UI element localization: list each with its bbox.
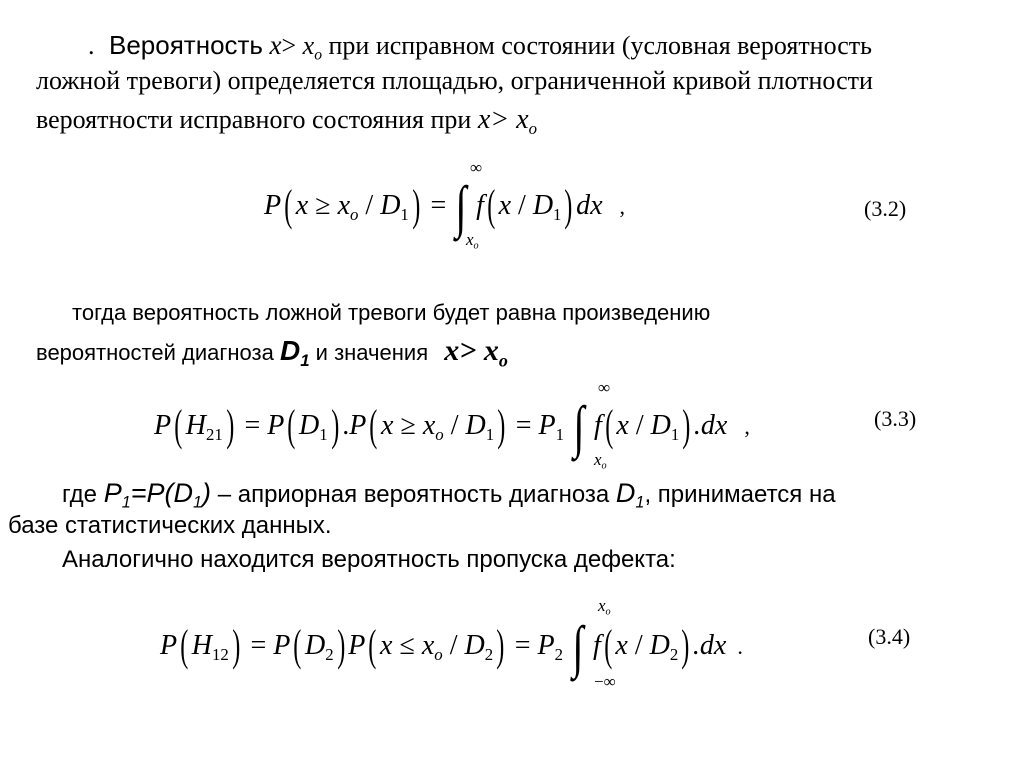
- paragraph-3-line-2: базе статистических данных.: [8, 512, 332, 539]
- paragraph-2-line-1: тогда вероятность ложной тревоги будет равна произведению: [72, 300, 711, 325]
- equation-number-3-3: (3.3): [874, 406, 917, 431]
- equation-number-3-2: (3.2): [864, 196, 907, 221]
- word-probability: Вероятность: [109, 30, 263, 60]
- equation-3-4: P( $H_{12}) = P$( $D_2$) P( $x \le x_o / D_2) = P_2$ ∫ f( x / $D_2$) .dx .: [160, 614, 743, 679]
- paragraph-1-line-1: [88, 30, 872, 64]
- eq33-lower-limit: $x_o$: [594, 450, 607, 472]
- var-xo: $x_o$: [302, 31, 322, 64]
- eq32-upper-limit: ∞: [470, 158, 483, 177]
- condition-x-gt-xo: $x> x_o$: [477, 104, 537, 138]
- paragraph-3-line-3: Аналогично находится вероятность пропуска дефекта:: [62, 546, 676, 573]
- eq34-lower-limit: −∞: [594, 672, 616, 691]
- integral-sign: ∫: [572, 614, 584, 679]
- paragraph-2-line-2: вероятностей диагноза $D_1$ и значения $x> x_o$: [36, 334, 508, 371]
- integral-sign: ∫: [573, 394, 585, 459]
- line1-rest: при исправном состоянии (условная вероятность: [328, 31, 872, 60]
- diagnosis-D1: $D_1$: [279, 335, 310, 370]
- integral-sign: ∫: [455, 174, 467, 239]
- eq32-lower-limit: $x_o$: [466, 230, 479, 252]
- bullet-dot: .: [88, 31, 95, 60]
- equation-number-3-4: (3.4): [868, 624, 911, 649]
- paragraph-3-line-1: где $P_1=P(D_1)$ – априорная вероятность диагноза $D_1$, принимается на: [62, 478, 836, 512]
- paragraph-1-line-3: вероятности исправного состояния при $x> x_o$: [36, 104, 537, 138]
- condition-x-gt-xo-bold: $x> x_o$: [444, 334, 508, 371]
- equation-3-2: P( $x \ge x_o / D_1$) = ∫ f( x / $D_1$) dx ,: [264, 174, 626, 239]
- gt-sign: >: [281, 31, 297, 60]
- paragraph-1-line-2: ложной тревоги) определяется площадью, ограниченной кривой плотности: [36, 66, 873, 95]
- prior-P1: $P_1=P(D_1)$: [103, 478, 212, 512]
- eq33-upper-limit: ∞: [598, 378, 611, 397]
- diagnosis-D1-inline: $D_1$: [615, 478, 645, 512]
- equation-3-3: P( $H_{21}) = P$( $D_1$) .P( $x \ge x_o / D_1) = P_1$ ∫ f( x / $D_1$) .dx ,: [154, 394, 750, 459]
- var-x: x: [269, 30, 282, 60]
- eq34-upper-limit: $x_o$: [598, 596, 611, 618]
